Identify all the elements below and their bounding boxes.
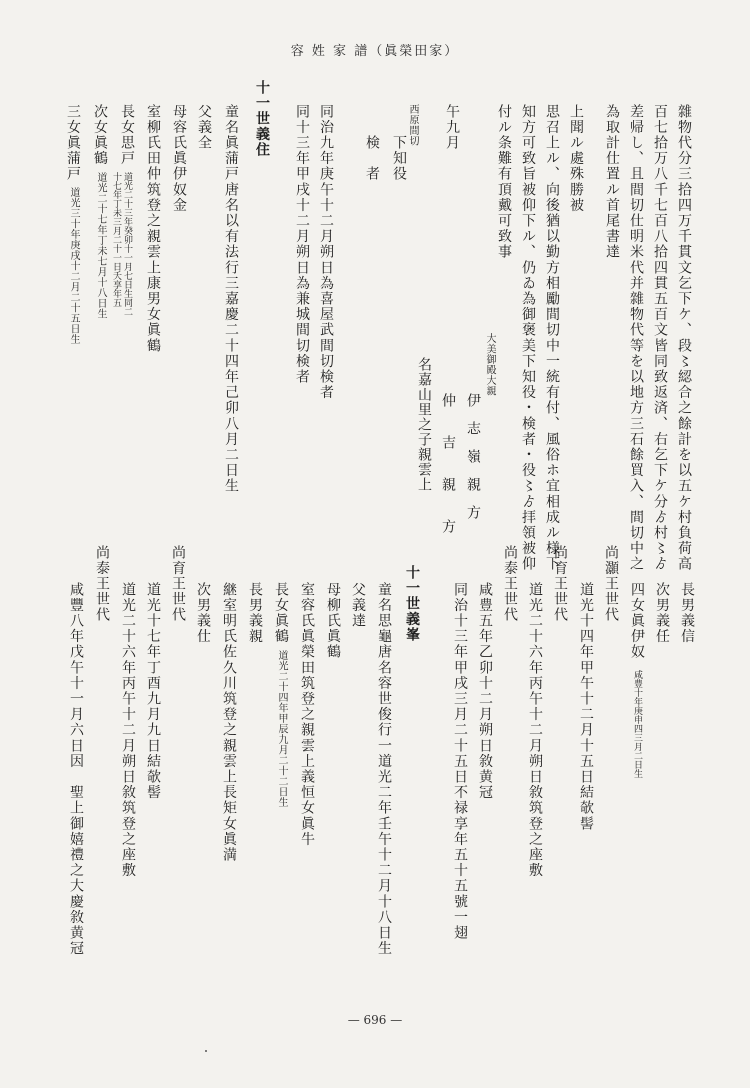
official-title: 西原間切 (407, 104, 418, 146)
text-column: 知方可致旨被仰下ル、仍ゐ為御褒美下知役・検者・役〻ゟ拝領被仰 (520, 104, 536, 572)
text-column: 尚泰王世代 (502, 545, 518, 623)
official-title: 大美御殿大親 (484, 333, 495, 396)
stray-mark (205, 1050, 207, 1052)
annotation: 咸豊十年庚申四三月二日生 (632, 670, 642, 778)
text-column: 父義全 (196, 104, 212, 151)
date-line: 午九月 (444, 104, 460, 151)
text-column: 次女眞鶴 (92, 104, 108, 167)
text-column: 上聞ル處殊勝被 (568, 104, 584, 214)
text-column: 同十三年甲戌十二月朔日為兼城間切検者 (294, 104, 310, 385)
text-column: 尚泰王世代 (94, 545, 110, 623)
text-column: 童名思龜唐名容世俊行一道光二年壬午十二月十八日生 (376, 582, 392, 957)
text-column: 母容氏眞伊奴金 (171, 104, 187, 214)
text-column: 道光十七年丁酉九月九日結欹髻 (145, 582, 161, 801)
text-column: 室柳氏田仲筑登之親雲上康男女眞鶴 (145, 104, 161, 354)
signatory-name: 名嘉山里之子親雲上 (416, 357, 432, 492)
text-column: 長男義親 (247, 582, 263, 645)
text-column: 雜物代分三拾四万千貫文乞下ケ、段〻綛合之餘計を以五ケ村負荷高 (676, 104, 692, 572)
text-column: 尚育王世代 (170, 545, 186, 623)
page-number: — 696 — (347, 1013, 403, 1027)
annotation: 道光二十四年甲辰九月二十二日生 (276, 650, 287, 808)
text-column: 咸豐八年戊午十一月六日因 聖上御嬉禮之大慶敘黄冠 (68, 582, 84, 957)
text-column: 道光二十六年丙午十二月朔日敘筑登之座敷 (527, 582, 543, 879)
recipient-title: 検 者 (364, 135, 380, 182)
annotation: 道光二十七年丁未七月十八日生 (95, 172, 106, 319)
text-column: 百七拾万八千七百八拾四貫五百文皆同致返済、右乞下ケ分ゟ村〻ゟ (652, 104, 668, 572)
text-column: 咸豊五年乙卯十二月朔日敘黄冠 (477, 582, 493, 801)
text-column: 道光二十六年丙午十二月朔日敘筑登之座敷 (120, 582, 136, 879)
page-header-title: 容 姓 家 譜（眞榮田家） (290, 44, 460, 59)
text-column: 為取計仕置ル首尾書達 (604, 104, 620, 260)
text-column: 思召上ル、向後猶以勤方相勵間切中一統有付、風俗ホ宜相成ル様下 (544, 104, 560, 572)
annotation: 十七年丁未三月二十一日夭享年五 (111, 172, 121, 307)
text-column: 道光十四年甲午十二月十五日結欹髻 (578, 582, 594, 832)
text-column: 三女眞蒲戸 (65, 104, 81, 182)
generation-heading: 十一世義峯 (404, 565, 420, 643)
text-column: 童名眞蒲戸唐名以有法行三嘉慶二十四年己卯八月二日生 (223, 104, 239, 494)
text-column: 長男義信 (679, 582, 695, 645)
text-column: 父義達 (350, 582, 366, 629)
text-column: 次男義仕 (195, 582, 211, 645)
text-column: 長女眞鶴 (273, 582, 289, 645)
text-column: 尚灝王世代 (603, 545, 619, 623)
text-column: 付ル条難有頂戴可致事 (496, 104, 512, 260)
recipient-title: 下知役 (391, 135, 407, 182)
text-column: 四女眞伊奴 (629, 582, 645, 660)
text-column: 同治十三年甲戌三月二十五日不禄享年五十五號一翅 (452, 582, 468, 941)
signatory-name: 伊 志 嶺 親 方 (465, 393, 481, 519)
annotation: 道光二十三年癸卯十一月七日生同二 (122, 172, 132, 316)
text-column: 次男義任 (654, 582, 670, 645)
text-column: 室容氏眞榮田筑登之親雲上義恒女眞牛 (299, 582, 315, 848)
text-column: 同治九年庚午十二月朔日為喜屋武間切検者 (318, 104, 334, 401)
text-column: 長女思戸 (119, 104, 135, 167)
generation-heading: 十一世義住 (254, 80, 270, 158)
text-column: 尚育王世代 (552, 545, 568, 623)
annotation: 道光三十年庚戌十二月二十五日生 (68, 187, 79, 345)
signatory-name: 仲 吉 親 方 (440, 393, 456, 533)
text-column: 母柳氏眞鶴 (325, 582, 341, 660)
text-column: 差帰し、且間切仕明米代并雜物代等を以地方三石餘買入、間切中之 (628, 104, 644, 572)
text-column: 継室明氏佐久川筑登之親雲上長矩女眞満 (221, 582, 237, 863)
